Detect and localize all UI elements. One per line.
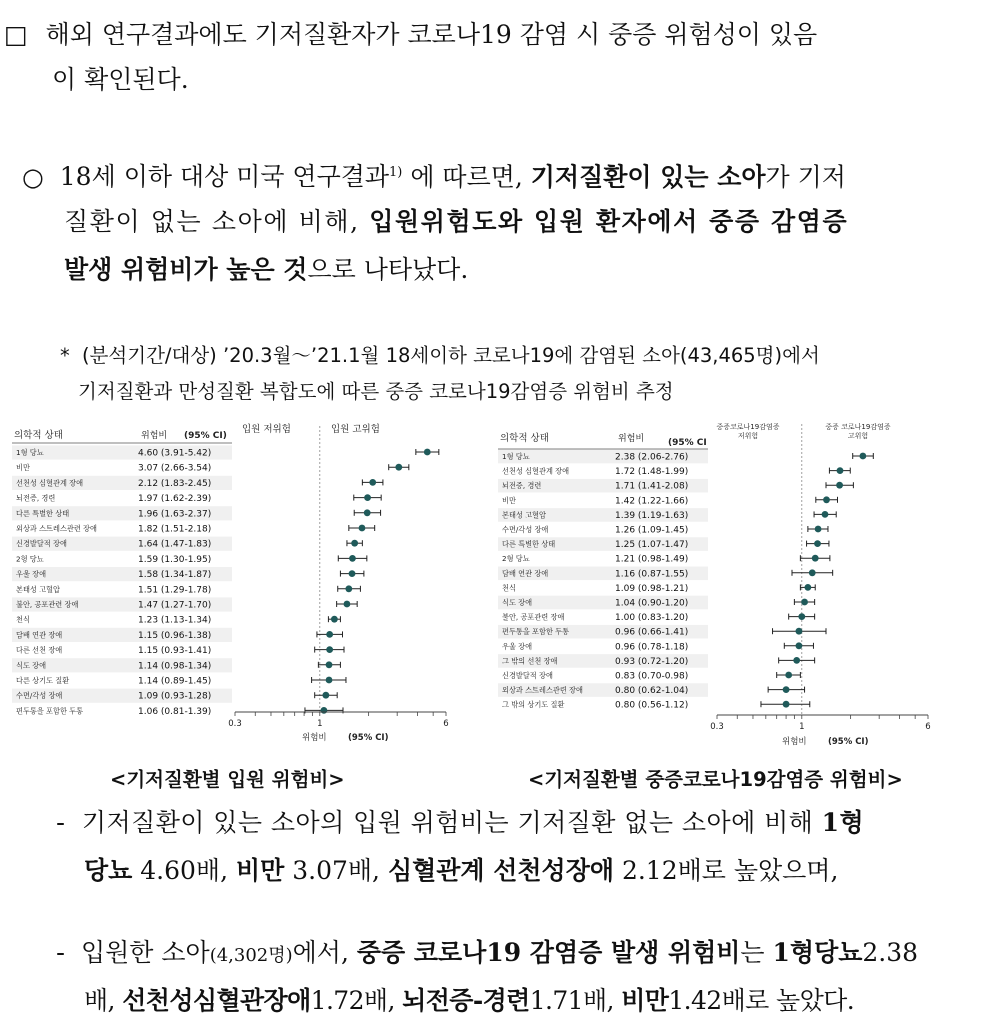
hazard-ratio-point (326, 661, 333, 668)
row-value: 1.16 (0.87-1.55) (615, 569, 689, 580)
row-label: 우울 장애 (502, 641, 533, 651)
row-label: 1형 당뇨 (16, 448, 44, 457)
dash1-bold-cardio: 심혈관계 선천성장애 (387, 856, 614, 885)
x-tick-label: 6 (925, 722, 931, 732)
row-label: 다른 상기도 질환 (16, 676, 70, 685)
dash-marker: - (56, 938, 66, 967)
dash2-bold-cardio: 선천성심혈관장애 (122, 986, 311, 1015)
dash2-patient-count: (4,302명) (209, 945, 293, 966)
intro-text-2: 이 확인된다. (52, 65, 189, 94)
row-label: 불안, 공포관련 장애 (502, 612, 565, 622)
row-value: 1.09 (0.98-1.21) (615, 583, 689, 594)
dash2-text-1b: 에서, (292, 938, 357, 967)
row-value: 1.09 (0.93-1.28) (138, 691, 212, 702)
hazard-ratio-point (837, 467, 844, 474)
sub-text-2a: 질환이 없는 소아에 비해, (64, 207, 370, 236)
row-label: 천식 (16, 615, 30, 625)
x-tick-label: 0.3 (710, 722, 724, 732)
row-value: 0.80 (0.56-1.12) (615, 700, 689, 711)
col-condition: 의학적 상태 (14, 430, 63, 441)
dash2-bold-epilepsy: 뇌전증-경련 (402, 986, 530, 1015)
row-value: 0.83 (0.70-0.98) (615, 671, 689, 682)
row-label: 그 밖의 상기도 질환 (502, 700, 565, 710)
hazard-ratio-point (822, 511, 829, 518)
row-value: 1.64 (1.47-1.83) (138, 539, 212, 550)
zone-low-label-2: 저위험 (737, 432, 759, 440)
row-value: 1.21 (0.98-1.49) (615, 554, 689, 565)
dash2-text-2c: 1.71배, (529, 986, 622, 1015)
x-axis-ci: (95% CI) (828, 737, 869, 747)
row-label: 담배 연관 장애 (502, 568, 549, 578)
dash1-text-1-bold: 1형 (821, 808, 865, 837)
x-tick-label: 1 (799, 722, 805, 732)
hazard-ratio-point (351, 540, 358, 547)
row-value: 1.06 (0.81-1.39) (138, 706, 212, 717)
dash1-line-2 (84, 846, 838, 896)
row-value: 0.93 (0.72-1.20) (615, 656, 689, 667)
row-label: 그 밖의 선천 장애 (502, 656, 558, 666)
row-value: 1.58 (1.34-1.87) (138, 570, 212, 581)
hazard-ratio-point (783, 686, 790, 693)
sub-line-1 (22, 148, 846, 202)
hazard-ratio-point (801, 599, 808, 606)
row-value: 1.15 (0.96-1.38) (138, 630, 212, 641)
hazard-ratio-point (783, 701, 790, 708)
col-ratio: 위험비 (618, 434, 645, 444)
row-label: 우울 장애 (16, 569, 47, 579)
x-axis-label: 위험비 (302, 733, 327, 743)
row-label: 불안, 공포관련 장애 (16, 600, 79, 609)
square-bullet: □ (4, 20, 28, 49)
row-label: 2형 당뇨 (16, 554, 44, 564)
hazard-ratio-point (796, 628, 803, 635)
row-label: 다른 특별한 상태 (502, 539, 556, 549)
row-label: 뇌전증, 경련 (502, 481, 542, 491)
row-value: 1.14 (0.98-1.34) (138, 661, 212, 672)
zone-low-label: 입원 저위험 (242, 424, 291, 435)
dash1-bold-diabetes: 당뇨 (84, 856, 133, 885)
hazard-ratio-point (349, 555, 356, 562)
x-tick-label: 1 (317, 719, 323, 729)
note-text-1: (분석기간/대상) ’20.3월～’21.1월 18세이하 코로나19에 감염된 소아(43,465명)에서 (81, 344, 820, 367)
row-value: 2.38 (2.06-2.76) (615, 452, 689, 463)
hazard-ratio-point (814, 540, 821, 547)
dash1-line-1 (56, 798, 864, 848)
sub-text-1a: 18세 이하 대상 미국 연구결과 (59, 162, 390, 192)
row-value: 1.51 (1.29-1.78) (138, 585, 212, 596)
hazard-ratio-point (815, 526, 822, 533)
row-value: 1.04 (0.90-1.20) (615, 598, 689, 609)
row-label: 외상과 스트레스관련 장애 (502, 685, 583, 695)
row-label: 식도 장애 (16, 660, 47, 670)
row-label: 다른 특별한 상태 (16, 508, 70, 518)
dash2-line-2 (84, 976, 854, 1026)
hazard-ratio-point (809, 569, 816, 576)
hazard-ratio-point (836, 482, 843, 489)
zone-high-label: 입원 고위험 (331, 424, 380, 435)
hazard-ratio-point (804, 584, 811, 591)
row-value: 0.96 (0.66-1.41) (615, 627, 689, 638)
row-value: 1.14 (0.89-1.45) (138, 676, 212, 687)
hazard-ratio-point (322, 692, 329, 699)
row-value: 1.15 (0.93-1.41) (138, 646, 212, 657)
zone-low-label-1: 중증코로나19감염증 (716, 423, 780, 431)
x-tick-label: 0.3 (228, 719, 242, 729)
dash1-text-2c: 2.12배로 높았으며, (614, 856, 839, 885)
row-label: 본태성 고혈압 (16, 584, 60, 594)
dash1-text-2a: 4.60배, (132, 856, 236, 885)
row-label: 1형 당뇨 (502, 452, 530, 461)
hazard-ratio-point (798, 613, 805, 620)
hazard-ratio-point (796, 642, 803, 649)
hazard-ratio-point (345, 585, 352, 592)
row-value: 1.59 (1.30-1.95) (138, 554, 212, 565)
intro-line-1 (4, 10, 817, 60)
zone-high-label-2: 고위험 (847, 432, 869, 440)
hazard-ratio-point (326, 646, 333, 653)
hazard-ratio-point (859, 453, 866, 460)
row-value: 1.82 (1.51-2.18) (138, 524, 212, 535)
dash2-line-1 (56, 928, 918, 981)
row-label: 뇌전증, 경련 (16, 493, 56, 503)
row-label: 비만 (502, 495, 516, 505)
hazard-ratio-point (344, 601, 351, 608)
row-label: 외상과 스트레스관련 장애 (16, 524, 97, 533)
row-label: 천식 (502, 583, 516, 593)
x-tick-label: 6 (443, 719, 449, 729)
intro-text-1: 해외 연구결과에도 기저질환자가 코로나19 감염 시 중증 위험성이 있음 (45, 20, 818, 49)
hazard-ratio-point (321, 707, 328, 714)
dash2-text-2a: 배, (84, 986, 123, 1015)
row-value: 2.12 (1.83-2.45) (138, 478, 212, 489)
dash1-text-1a: 기저질환이 있는 소아의 입원 위험비는 기저질환 없는 소아에 비해 (81, 808, 822, 837)
row-value: 1.47 (1.27-1.70) (138, 600, 212, 611)
hazard-ratio-point (793, 657, 800, 664)
row-label: 편두통을 포함한 두통 (16, 706, 84, 716)
sub-text-1b: 에 따르면, (402, 162, 531, 192)
row-value: 0.96 (0.78-1.18) (615, 642, 689, 653)
hazard-ratio-point (812, 555, 819, 562)
dash2-text-1-bold: 중증 코로나19 감염증 발생 위험비 (356, 938, 741, 967)
row-label: 다른 선천 장애 (16, 645, 63, 655)
sub-text-3-bold: 발생 위험비가 높은 것 (64, 255, 308, 284)
col-ci: (95% CI (668, 438, 707, 448)
row-label: 신경발달적 장애 (16, 539, 67, 549)
row-label: 편두통을 포함한 두통 (502, 627, 570, 637)
row-value: 1.23 (1.13-1.34) (138, 615, 212, 626)
footnote-ref: 1) (389, 165, 403, 180)
severe-covid-risk-forest-plot (480, 420, 950, 760)
caption-left: <기저질환별 입원 위험비> (110, 768, 345, 791)
dash2-bold-obesity: 비만 (621, 986, 669, 1015)
sub-line-2 (64, 197, 848, 247)
note-line-1 (60, 340, 820, 368)
sub-line-3 (64, 245, 468, 295)
row-value: 1.71 (1.41-2.08) (615, 481, 689, 492)
sub-text-2-bold: 입원위험도와 입원 환자에서 중증 감염증 (369, 207, 849, 236)
row-label: 선천성 심혈관계 장애 (502, 466, 570, 476)
x-axis-label: 위험비 (782, 737, 807, 747)
col-ci: (95% CI) (184, 431, 227, 441)
dash-marker: - (56, 808, 66, 837)
row-value: 1.72 (1.48-1.99) (615, 467, 689, 478)
row-value: 3.07 (2.66-3.54) (138, 463, 212, 474)
row-value: 1.96 (1.63-2.37) (138, 509, 212, 520)
hazard-ratio-point (349, 570, 356, 577)
hazard-ratio-point (364, 509, 371, 516)
row-value: 1.39 (1.19-1.63) (615, 510, 689, 521)
hazard-ratio-point (369, 479, 376, 486)
x-axis-ci: (95% CI) (348, 733, 389, 743)
hazard-ratio-point (424, 449, 431, 456)
dash1-text-2b: 3.07배, (284, 856, 388, 885)
row-value: 1.97 (1.62-2.39) (138, 494, 212, 505)
row-label: 식도 장애 (502, 598, 533, 607)
circle-bullet: ○ (22, 162, 44, 192)
row-label: 본태성 고혈압 (502, 510, 546, 520)
hazard-ratio-point (785, 672, 792, 679)
note-star: * (60, 344, 70, 367)
row-label: 수면/각성 장애 (16, 691, 63, 701)
sub-text-3b: 으로 나타났다. (307, 255, 469, 284)
col-condition: 의학적 상태 (500, 433, 549, 444)
hazard-ratio-point (823, 496, 830, 503)
dash2-bold-diabetes: 1형당뇨 (772, 938, 863, 967)
note-text-2: 기저질환과 만성질환 복합도에 따른 중증 코로나19감염증 위험비 추정 (78, 380, 674, 403)
intro-line-2 (52, 55, 189, 105)
dash2-text-1a: 입원한 소아 (80, 938, 210, 967)
row-value: 1.26 (1.09-1.45) (615, 525, 689, 536)
sub-text-1-bold: 기저질환이 있는 소아 (530, 162, 766, 192)
row-value: 4.60 (3.91-5.42) (138, 448, 212, 459)
zone-high-label-1: 중증 코로나19감염증 (825, 423, 891, 431)
row-label: 2형 당뇨 (502, 554, 530, 564)
hazard-ratio-point (331, 616, 338, 623)
hazard-ratio-point (326, 677, 333, 684)
row-label: 수면/각성 장애 (502, 525, 549, 534)
dash2-text-2b: 1.72배, (310, 986, 403, 1015)
col-ratio: 위험비 (141, 431, 168, 441)
note-line-2 (78, 376, 674, 404)
hazard-ratio-point (364, 494, 371, 501)
row-label: 비만 (16, 463, 30, 473)
row-label: 담배 연관 장애 (16, 630, 63, 640)
row-value: 1.42 (1.22-1.66) (615, 496, 689, 507)
row-value: 0.80 (0.62-1.04) (615, 686, 689, 697)
caption-right: <기저질환별 중증코로나19감염증 위험비> (528, 768, 903, 791)
row-value: 1.00 (0.83-1.20) (615, 613, 689, 624)
row-value: 1.25 (1.07-1.47) (615, 540, 689, 551)
dash2-text-1d: 2.38 (862, 938, 919, 967)
sub-text-1c: 가 기저 (765, 162, 846, 192)
row-label: 선천성 심혈관계 장애 (16, 478, 84, 488)
dash2-text-2d: 1.42배로 높았다. (668, 986, 855, 1015)
hazard-ratio-point (359, 525, 366, 532)
dash2-text-1c: 는 (740, 938, 773, 967)
hazard-ratio-point (326, 631, 333, 638)
hospitalization-risk-forest-plot (6, 418, 476, 758)
dash1-bold-obesity: 비만 (235, 856, 285, 885)
hazard-ratio-point (395, 464, 402, 471)
row-label: 신경발달적 장애 (502, 671, 553, 680)
